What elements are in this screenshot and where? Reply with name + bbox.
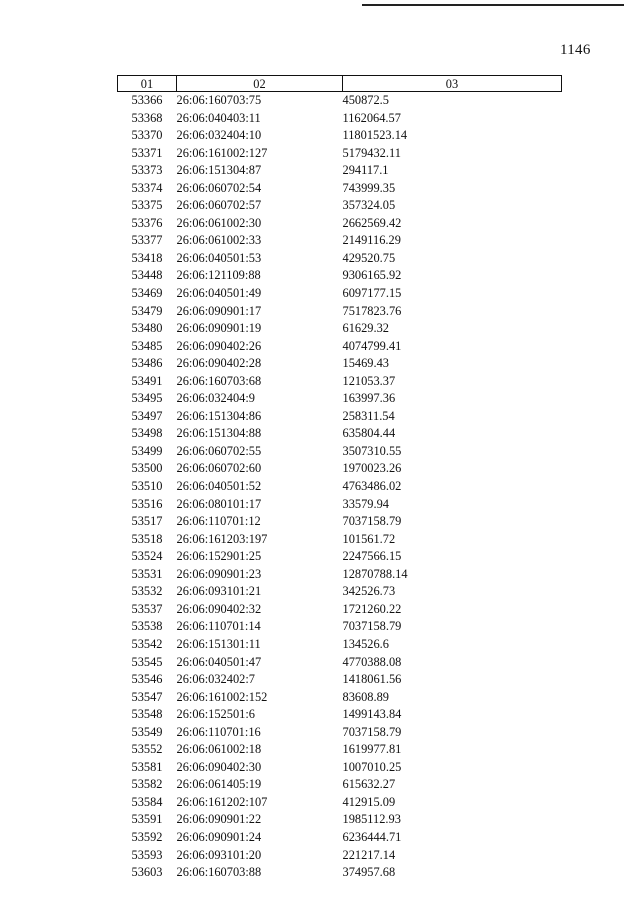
table-row bbox=[118, 618, 562, 636]
cell-col-02: 26:06:040403:11 bbox=[176, 110, 261, 125]
cell-col-02: 26:06:090901:17 bbox=[176, 303, 262, 318]
cell-col-01: 53548 bbox=[131, 707, 163, 722]
cell-col-03: 258311.54 bbox=[342, 408, 395, 423]
cell-col-03: 6097177.15 bbox=[342, 286, 402, 301]
table-row bbox=[118, 250, 562, 268]
cell-col-02: 26:06:090901:24 bbox=[176, 829, 262, 844]
cell-col-03: 163997.36 bbox=[342, 391, 396, 406]
table-row bbox=[118, 671, 562, 689]
cell-col-03: 15469.43 bbox=[342, 356, 389, 371]
cell-col-01: 53537 bbox=[131, 601, 163, 616]
cell-col-01: 53603 bbox=[131, 865, 163, 880]
cell-col-03: 1970023.26 bbox=[342, 461, 402, 476]
cell-col-01: 53498 bbox=[131, 426, 163, 441]
cell-col-01: 53593 bbox=[131, 847, 163, 862]
cell-col-03: 1162064.57 bbox=[342, 110, 401, 125]
cell-col-03: 7037158.79 bbox=[342, 514, 402, 529]
cell-col-03: 635804.44 bbox=[342, 426, 396, 441]
cell-col-02: 26:06:060702:57 bbox=[176, 198, 262, 213]
cell-col-01: 53469 bbox=[131, 286, 163, 301]
cell-col-01: 53366 bbox=[131, 93, 163, 107]
table-row bbox=[118, 127, 562, 145]
cell-col-02: 26:06:060702:60 bbox=[176, 461, 262, 476]
cell-col-02: 26:06:090402:26 bbox=[176, 338, 262, 353]
table-row bbox=[118, 373, 562, 391]
column-header-02: 02 bbox=[177, 76, 343, 92]
cell-col-03: 4763486.02 bbox=[342, 479, 402, 494]
cell-col-02: 26:06:090402:28 bbox=[176, 356, 262, 371]
table-row bbox=[118, 478, 562, 496]
cell-col-03: 615632.27 bbox=[342, 777, 396, 792]
table-row bbox=[118, 531, 562, 549]
cell-col-03: 3507310.55 bbox=[342, 443, 402, 458]
cell-col-02: 26:06:110701:16 bbox=[176, 724, 261, 739]
cell-col-01: 53531 bbox=[131, 566, 163, 581]
cell-col-02: 26:06:093101:21 bbox=[176, 584, 262, 599]
cell-col-02: 26:06:040501:49 bbox=[176, 286, 262, 301]
cell-col-01: 53479 bbox=[131, 303, 163, 318]
table-row bbox=[118, 636, 562, 654]
cell-col-02: 26:06:151304:86 bbox=[176, 408, 262, 423]
cell-col-01: 53581 bbox=[131, 759, 163, 774]
cell-col-02: 26:06:152901:25 bbox=[176, 549, 262, 564]
table-row bbox=[118, 408, 562, 426]
table-row bbox=[118, 706, 562, 724]
table-row bbox=[118, 513, 562, 531]
table-row bbox=[118, 583, 562, 601]
column-header-01: 01 bbox=[118, 76, 177, 92]
table-row bbox=[118, 794, 562, 812]
cell-col-02: 26:06:060702:54 bbox=[176, 180, 262, 195]
cell-col-02: 26:06:080101:17 bbox=[176, 496, 262, 511]
cell-col-02: 26:06:040501:52 bbox=[176, 479, 262, 494]
cell-col-01: 53480 bbox=[131, 321, 163, 336]
cell-col-02: 26:06:032404:9 bbox=[176, 391, 255, 406]
cell-col-02: 26:06:110701:14 bbox=[176, 619, 261, 634]
cell-col-01: 53549 bbox=[131, 724, 163, 739]
table-row bbox=[118, 548, 562, 566]
table-row bbox=[118, 847, 562, 865]
cell-col-01: 53538 bbox=[131, 619, 163, 634]
cell-col-03: 1418061.56 bbox=[342, 672, 402, 687]
cell-col-01: 53547 bbox=[131, 689, 163, 704]
cell-col-01: 53377 bbox=[131, 233, 163, 248]
cell-col-03: 2662569.42 bbox=[342, 215, 402, 230]
cell-col-02: 26:06:061002:33 bbox=[176, 233, 262, 248]
cell-col-03: 429520.75 bbox=[342, 250, 396, 265]
cell-col-01: 53495 bbox=[131, 391, 163, 406]
cell-col-01: 53448 bbox=[131, 268, 163, 283]
cell-col-01: 53582 bbox=[131, 777, 163, 792]
table-row bbox=[118, 741, 562, 759]
table-row bbox=[118, 197, 562, 215]
cell-col-03: 121053.37 bbox=[342, 373, 396, 388]
top-rule bbox=[362, 4, 624, 6]
table-row bbox=[118, 180, 562, 198]
cell-col-03: 2149116.29 bbox=[342, 233, 401, 248]
table-row bbox=[118, 864, 562, 882]
cell-col-02: 26:06:161002:152 bbox=[176, 689, 268, 704]
table-row bbox=[118, 460, 562, 478]
cell-col-01: 53510 bbox=[131, 479, 163, 494]
cell-col-02: 26:06:032402:7 bbox=[176, 672, 255, 687]
cell-col-03: 294117.1 bbox=[342, 163, 389, 178]
cell-col-01: 53542 bbox=[131, 636, 163, 651]
cell-col-02: 26:06:160703:68 bbox=[176, 373, 262, 388]
table-row bbox=[118, 110, 562, 128]
cell-col-03: 134526.6 bbox=[342, 636, 389, 651]
table-row bbox=[118, 759, 562, 777]
cell-col-01: 53371 bbox=[131, 145, 163, 160]
cell-col-01: 53532 bbox=[131, 584, 163, 599]
cell-col-01: 53499 bbox=[131, 443, 163, 458]
cell-col-02: 26:06:061002:18 bbox=[176, 742, 262, 757]
cell-col-02: 26:06:093101:20 bbox=[176, 847, 262, 862]
cell-col-01: 53518 bbox=[131, 531, 163, 546]
cell-col-01: 53592 bbox=[131, 829, 163, 844]
cell-col-03: 357324.05 bbox=[342, 198, 396, 213]
cell-col-02: 26:06:151304:88 bbox=[176, 426, 262, 441]
cell-col-02: 26:06:160703:88 bbox=[176, 865, 262, 880]
cell-col-01: 53370 bbox=[131, 128, 163, 143]
table-row bbox=[118, 724, 562, 742]
cell-col-01: 53485 bbox=[131, 338, 163, 353]
cell-col-02: 26:06:060702:55 bbox=[176, 443, 262, 458]
cell-col-01: 53591 bbox=[131, 812, 163, 827]
table-row bbox=[118, 776, 562, 794]
cell-col-03: 61629.32 bbox=[342, 321, 389, 336]
cell-col-03: 1007010.25 bbox=[342, 759, 402, 774]
cell-col-01: 53486 bbox=[131, 356, 163, 371]
cell-col-03: 450872.5 bbox=[342, 93, 389, 107]
cell-col-03: 1619977.81 bbox=[342, 742, 402, 757]
cell-col-03: 1985112.93 bbox=[342, 812, 401, 827]
cell-col-03: 4770388.08 bbox=[342, 654, 402, 669]
cell-col-03: 33579.94 bbox=[342, 496, 389, 511]
table-body bbox=[118, 92, 562, 882]
cell-col-03: 7517823.76 bbox=[342, 303, 402, 318]
table-row bbox=[118, 601, 562, 619]
page-number: 1146 bbox=[560, 42, 591, 58]
cell-col-01: 53374 bbox=[131, 180, 163, 195]
cell-col-03: 11801523.14 bbox=[342, 128, 408, 143]
cell-col-02: 26:06:161203:197 bbox=[176, 531, 268, 546]
cell-col-01: 53497 bbox=[131, 408, 163, 423]
cell-col-02: 26:06:161002:127 bbox=[176, 145, 268, 160]
cell-col-01: 53516 bbox=[131, 496, 163, 511]
cell-col-03: 9306165.92 bbox=[342, 268, 402, 283]
cell-col-03: 7037158.79 bbox=[342, 724, 402, 739]
table-row bbox=[118, 267, 562, 285]
cell-col-03: 1499143.84 bbox=[342, 707, 402, 722]
cell-col-02: 26:06:090901:19 bbox=[176, 321, 262, 336]
cell-col-03: 4074799.41 bbox=[342, 338, 402, 353]
cell-col-03: 2247566.15 bbox=[342, 549, 402, 564]
table-row bbox=[118, 654, 562, 672]
cell-col-01: 53545 bbox=[131, 654, 163, 669]
table-row bbox=[118, 425, 562, 443]
cell-col-02: 26:06:160703:75 bbox=[176, 93, 262, 107]
cell-col-03: 743999.35 bbox=[342, 180, 396, 195]
cell-col-01: 53376 bbox=[131, 215, 163, 230]
table-row bbox=[118, 215, 562, 233]
cell-col-02: 26:06:151301:11 bbox=[176, 636, 261, 651]
cell-col-03: 6236444.71 bbox=[342, 829, 402, 844]
cell-col-02: 26:06:161202:107 bbox=[176, 794, 268, 809]
cell-col-01: 53368 bbox=[131, 110, 163, 125]
cell-col-02: 26:06:110701:12 bbox=[176, 514, 261, 529]
cell-col-03: 1721260.22 bbox=[342, 601, 402, 616]
table-row bbox=[118, 443, 562, 461]
cell-col-02: 26:06:090402:32 bbox=[176, 601, 262, 616]
table-row bbox=[118, 566, 562, 584]
table-row bbox=[118, 338, 562, 356]
table-row bbox=[118, 390, 562, 408]
table-row bbox=[118, 92, 562, 110]
cell-col-01: 53373 bbox=[131, 163, 163, 178]
cell-col-01: 53375 bbox=[131, 198, 163, 213]
column-header-03: 03 bbox=[343, 76, 562, 92]
table-row bbox=[118, 689, 562, 707]
table-header-row bbox=[118, 76, 562, 92]
cell-col-02: 26:06:090901:22 bbox=[176, 812, 262, 827]
cell-col-02: 26:06:121109:88 bbox=[176, 268, 261, 283]
table-row bbox=[118, 496, 562, 514]
cell-col-02: 26:06:090402:30 bbox=[176, 759, 262, 774]
table-row bbox=[118, 829, 562, 847]
cell-col-01: 53517 bbox=[131, 514, 163, 529]
cell-col-02: 26:06:040501:53 bbox=[176, 250, 262, 265]
cell-col-02: 26:06:032404:10 bbox=[176, 128, 262, 143]
cell-col-01: 53500 bbox=[131, 461, 163, 476]
cell-col-03: 342526.73 bbox=[342, 584, 396, 599]
cell-col-01: 53418 bbox=[131, 250, 163, 265]
cell-col-02: 26:06:061002:30 bbox=[176, 215, 262, 230]
cell-col-02: 26:06:152501:6 bbox=[176, 707, 255, 722]
cell-col-03: 83608.89 bbox=[342, 689, 389, 704]
cell-col-02: 26:06:061405:19 bbox=[176, 777, 262, 792]
cell-col-02: 26:06:151304:87 bbox=[176, 163, 262, 178]
cell-col-01: 53546 bbox=[131, 672, 163, 687]
cell-col-03: 5179432.11 bbox=[342, 145, 401, 160]
cell-col-03: 7037158.79 bbox=[342, 619, 402, 634]
cell-col-02: 26:06:040501:47 bbox=[176, 654, 262, 669]
cell-col-01: 53584 bbox=[131, 794, 163, 809]
cell-col-01: 53491 bbox=[131, 373, 163, 388]
table-row bbox=[118, 232, 562, 250]
cell-col-03: 12870788.14 bbox=[342, 566, 408, 581]
cell-col-03: 101561.72 bbox=[342, 531, 396, 546]
cell-col-02: 26:06:090901:23 bbox=[176, 566, 262, 581]
cell-col-01: 53524 bbox=[131, 549, 163, 564]
cell-col-03: 374957.68 bbox=[342, 865, 396, 880]
table-row bbox=[118, 355, 562, 373]
table-row bbox=[118, 811, 562, 829]
table-row bbox=[118, 145, 562, 163]
cell-col-01: 53552 bbox=[131, 742, 163, 757]
cell-col-03: 412915.09 bbox=[342, 794, 396, 809]
data-table bbox=[117, 75, 562, 882]
table-row bbox=[118, 285, 562, 303]
table-row bbox=[118, 162, 562, 180]
table-row bbox=[118, 320, 562, 338]
table-row bbox=[118, 303, 562, 321]
cell-col-03: 221217.14 bbox=[342, 847, 396, 862]
